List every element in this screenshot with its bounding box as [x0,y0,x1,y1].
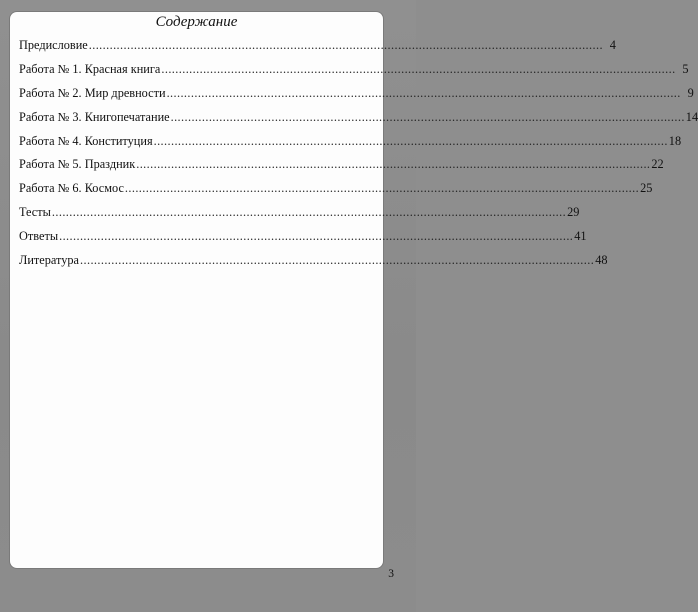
toc-label: Работа № 2. Мир древности [19,85,166,100]
toc-row [19,229,587,253]
toc-label: Предисловие [19,38,88,52]
toc-page: 29 [567,205,580,220]
toc-page: 14 [685,109,698,124]
contents-title: Содержание [155,14,238,30]
toc-row [19,181,653,205]
toc-leader: .................................................................................................................................................... [161,61,676,76]
toc-page: 4 [609,38,616,52]
toc-row [19,38,616,62]
toc-label: Работа № 4. Конституция [19,133,153,148]
toc-page: 18 [668,133,682,148]
toc-leader: .................................................................................................................................................... [51,205,567,220]
toc-leader: .................................................................................................................................................... [170,109,685,124]
toc-leader: .................................................................................................................................................... [88,38,603,52]
toc-row [19,157,664,181]
toc-label: Тесты [19,205,51,220]
toc-page: 9 [687,85,694,100]
toc-page: 41 [574,229,587,244]
toc-label: Работа № 1. Красная книга [19,61,161,76]
toc-page: 22 [651,157,664,172]
toc-leader: .................................................................................................................................................... [136,157,651,172]
toc-page: 48 [595,253,608,268]
contents-card [10,12,698,568]
toc-page: 25 [640,181,653,196]
toc-row [19,205,580,229]
toc-label: Ответы [19,229,59,244]
table-of-contents [19,38,698,277]
toc-label: Работа № 6. Космос [19,181,124,196]
toc-leader: .................................................................................................................................................... [166,85,681,100]
toc-row [19,85,694,110]
page-number: 3 [388,568,394,580]
toc-label: Работа № 3. Книгопечатание [19,109,170,124]
toc-leader: .................................................................................................................................................... [124,181,640,196]
toc-page: 5 [682,61,689,76]
toc-leader: .................................................................................................................................................... [153,133,668,148]
toc-leader: .................................................................................................................................................... [80,253,595,268]
toc-row [19,109,698,134]
toc-row [19,133,682,158]
toc-row [19,253,608,277]
toc-label: Работа № 5. Праздник [19,157,136,172]
toc-row [19,61,689,86]
toc-label: Литература [19,253,80,268]
toc-leader: .................................................................................................................................................... [59,229,574,244]
